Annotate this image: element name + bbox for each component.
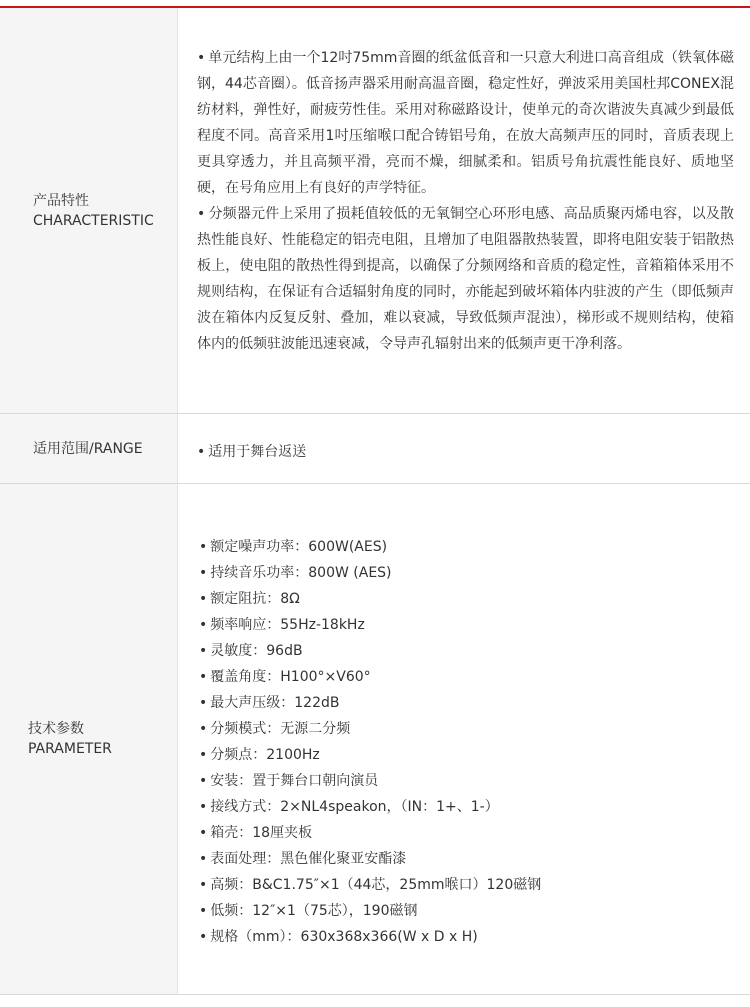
bullet: •: [199, 877, 208, 893]
parameter-item: [199, 586, 734, 612]
row-range: [0, 414, 750, 484]
value-cell: [178, 484, 750, 994]
parameter-item: [199, 846, 734, 872]
top-accent-bar: [0, 0, 750, 8]
parameter-item: [199, 716, 734, 742]
parameter-text: 规格（mm）：630x368x366(W x D x H): [210, 929, 478, 945]
parameter-item: [199, 872, 734, 898]
paragraph: [197, 439, 734, 465]
label-cell: [0, 414, 178, 483]
parameter-text: 分频点：2100Hz: [210, 747, 320, 763]
parameter-item: [199, 820, 734, 846]
range-value: 适用于舞台返送: [208, 444, 307, 460]
bullet: •: [197, 206, 206, 222]
range-label: 适用范围/RANGE: [33, 440, 143, 457]
bullet: •: [199, 825, 208, 841]
bullet: •: [197, 50, 206, 66]
parameter-items: [199, 534, 734, 950]
characteristic-label: [33, 191, 173, 231]
label-cn: 技术参数: [28, 721, 84, 737]
bullet: •: [199, 903, 208, 919]
parameter-text: 灵敏度：96dB: [210, 643, 303, 659]
paragraph: [197, 45, 734, 201]
bullet: •: [199, 591, 208, 607]
bullet: •: [199, 773, 208, 789]
parameter-item: [199, 638, 734, 664]
parameter-text: 高频：B&C1.75″×1（44芯，25mm喉口）120磁钢: [210, 877, 542, 893]
paragraph-text: 分频器元件上采用了损耗值较低的无氧铜空心环形电感、高品质聚丙烯电容，以及散热性能良好、性能稳定的铝壳电阻，且增加了电阻器散热装置，即将电阻安装于铝散热板上，使电阻的散热性得到提高，以确保了分频网络和音质的稳定性，音箱箱体采用不规则结构，在保证有合适辐射角度的同时，亦能起到破坏箱体内驻波的产生（即低频声波在箱体内反复反射、叠加，难以衰减，导致低频声混浊），梯形或不规则结构，使箱体内的低频驻波能迅速衰减，令导声孔辐射出来的低频声更干净利落。: [197, 206, 734, 352]
parameter-text: 额定噪声功率：600W(AES): [210, 539, 388, 555]
characteristic-text: [197, 45, 734, 357]
parameter-text: 覆盖角度：H100°×V60°: [210, 669, 371, 685]
parameter-text: 箱壳：18厘夹板: [210, 825, 313, 841]
parameter-text: 持续音乐功率：800W (AES): [210, 565, 392, 581]
parameter-text: 安装：置于舞台口朝向演员: [210, 773, 379, 789]
parameter-text: 频率响应：55Hz-18kHz: [210, 617, 365, 633]
bullet: •: [199, 721, 208, 737]
parameter-text: 表面处理：黑色催化聚亚安酯漆: [210, 851, 407, 867]
parameter-item: [199, 560, 734, 586]
parameter-item: [199, 924, 734, 950]
bullet: •: [197, 444, 206, 460]
parameter-item: [199, 612, 734, 638]
bullet: •: [199, 617, 208, 633]
bullet: •: [199, 747, 208, 763]
parameter-item: [199, 794, 734, 820]
label-cell: [0, 8, 178, 413]
parameter-text: 分频模式：无源二分频: [210, 721, 351, 737]
bullet: •: [199, 565, 208, 581]
bullet: •: [199, 929, 208, 945]
row-parameter: [0, 484, 750, 995]
label-en: CHARACTERISTIC: [33, 212, 154, 229]
row-characteristic: [0, 8, 750, 414]
parameter-item: [199, 898, 734, 924]
label-cn: 产品特性: [33, 192, 89, 209]
bullet: •: [199, 799, 208, 815]
parameter-item: [199, 664, 734, 690]
range-text: [197, 439, 734, 465]
paragraph: [197, 201, 734, 357]
parameter-item: [199, 742, 734, 768]
bullet: •: [199, 539, 208, 555]
value-cell: [178, 8, 750, 413]
paragraph-text: 单元结构上由一个12吋75mm音圈的纸盆低音和一只意大利进口高音组成（铁氧体磁钢，44芯音圈）。低音扬声器采用耐高温音圈，稳定性好，弹波采用美国杜邦CONEX混纺材料，弹性好，耐疲劳性佳。采用对称磁路设计，使单元的奇次谐波失真减少到最低程度不同。高音采用1吋压缩喉口配合铸铝号角，在放大高频声压的同时，音质表现上更具穿透力，并且高频平滑，亮而不燥，细腻柔和。铝质号角抗震性能良好、质地坚硬，在号角应用上有良好的声学特征。: [197, 50, 734, 196]
parameter-text: 接线方式：2×NL4speakon，（IN：1+、1-）: [210, 799, 499, 815]
bullet: •: [199, 695, 208, 711]
parameter-text: 低频：12″×1（75芯），190磁钢: [210, 903, 418, 919]
parameter-text: 额定阻抗：8Ω: [210, 591, 300, 607]
parameter-item: [199, 768, 734, 794]
parameter-item: [199, 534, 734, 560]
bullet: •: [199, 851, 208, 867]
parameter-item: [199, 690, 734, 716]
bullet: •: [199, 669, 208, 685]
parameter-text: 最大声压级：122dB: [210, 695, 340, 711]
bullet: •: [199, 643, 208, 659]
label-en: PARAMETER: [28, 741, 112, 757]
value-cell: [178, 414, 750, 483]
parameter-list: [199, 534, 734, 950]
parameter-label: [28, 719, 173, 759]
label-cell: [0, 484, 178, 994]
